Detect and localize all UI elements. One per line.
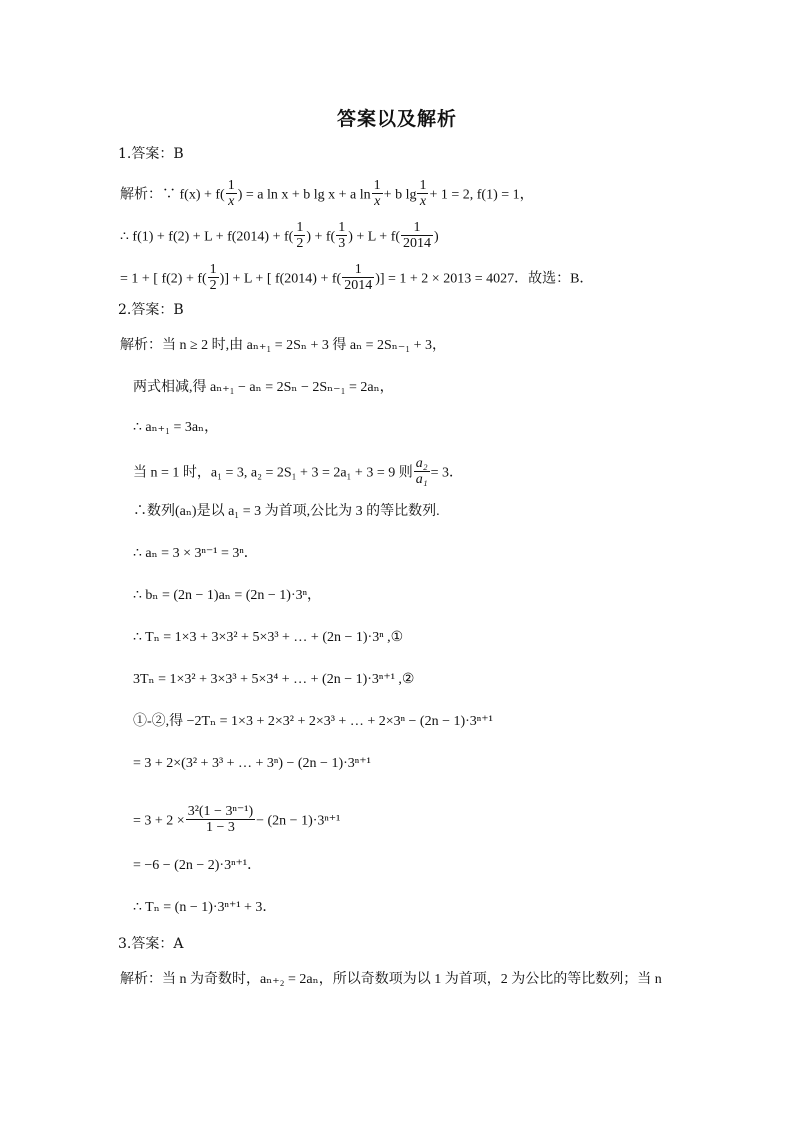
q1-l1-mid-1: ) = a ln x + b lg x + a ln — [237, 187, 371, 203]
q1-l3-fraction-1: $\frac{1}{2}$ — [209, 262, 217, 293]
q2-line: ∴ aₙ₊₁ = 3aₙ， — [133, 420, 219, 435]
q1-l1-fraction-3: $\frac{1}{x}$ — [419, 178, 427, 209]
q2-answer: 2.答案：B — [118, 302, 184, 318]
q2-line: = 3 + 2×(3² + 3³ + … + 3ⁿ) − (2n − 1)·3ⁿ⁺¹ — [133, 756, 371, 771]
page-title: 答案以及解析 — [336, 108, 457, 130]
q1-l1-suffix: + 1 = 2, f(1) = 1， — [429, 187, 534, 203]
q1-l2-fraction-1: $\frac{1}{2}$ — [296, 220, 304, 251]
q1-solution-line-3: = 1 + [ f(2) + f( $\frac{1}{2}$ )] + L + [ f(2014) + f( $\frac{1}{2014}$ )] = 1 + 2 × 2013 = 4027．故选：B． — [120, 262, 594, 293]
q2-ratio-fraction: $\frac{\text{a₂}}{\text{a₁}}$ — [415, 456, 428, 487]
q3-line: 解析：当 n 为奇数时，aₙ₊₂ = 2aₙ，所以奇数项为以 1 为首项，2 为公比的等比数列；当 n — [120, 972, 662, 987]
q1-solution-line-2: ∴ f(1) + f(2) + L + f(2014) + f( $\frac{1}{2}$ ) + f( $\frac{1}{3}$ ) + L + f( $\frac{1}{2014}$ ) — [120, 220, 439, 251]
q1-answer: 1.答案：B — [118, 146, 184, 162]
q1-l1-fraction-1: $\frac{1}{x}$ — [227, 178, 235, 209]
q1-l2-fraction-3: $\frac{1}{2014}$ — [403, 220, 432, 251]
q1-l1-fraction-2: $\frac{1}{x}$ — [373, 178, 381, 209]
q2-line: ∴ Tₙ = (n − 1)·3ⁿ⁺¹ + 3． — [133, 900, 277, 915]
q2-line: ∴ bₙ = (2n − 1)aₙ = (2n − 1)·3ⁿ， — [133, 588, 322, 603]
q1-l2-fraction-2: $\frac{1}{3}$ — [338, 220, 346, 251]
q2-line: ∴ aₙ = 3 × 3ⁿ⁻¹ = 3ⁿ． — [133, 546, 258, 561]
q2-line: 3Tₙ = 1×3² + 3×3³ + 5×3⁴ + … + (2n − 1)·3ⁿ⁺¹ ,② — [133, 672, 415, 687]
q2-line: = −6 − (2n − 2)·3ⁿ⁺¹． — [133, 858, 262, 873]
q2-line-n1: 当 n = 1 时，a₁ = 3, a₂ = 2S₁ + 3 = 2a₁ + 3 = 9 则 $\frac{\text{a₂}}{\text{a₁}}$ = 3． — [133, 456, 464, 487]
q2-line: ∴ Tₙ = 1×3 + 3×3² + 5×3³ + … + (2n − 1)·3ⁿ ,① — [133, 630, 404, 645]
q2-line: ①-②,得 −2Tₙ = 1×3 + 2×3² + 2×3³ + … + 2×3ⁿ − (2n − 1)·3ⁿ⁺¹ — [133, 714, 493, 729]
q1-solution-line-1 — [120, 180, 534, 211]
q1-l1-prefix: 解析：∵ f(x) + f( — [120, 187, 225, 203]
q2-line-sum: = 3 + 2 × $\frac{\text{3²(1 − 3ⁿ⁻¹)}}{1 - 3}$ − (2n − 1)·3ⁿ⁺¹ — [133, 804, 341, 835]
q1-l1-mid-2: + b lg — [383, 187, 417, 203]
q2-sum-fraction: $\frac{\text{3²(1 − 3ⁿ⁻¹)}}{1 - 3}$ — [187, 804, 254, 835]
q2-line: ∴数列(aₙ)是以 a₁ = 3 为首项,公比为 3 的等比数列. — [133, 504, 440, 519]
q2-line: 解析：当 n ≥ 2 时,由 aₙ₊₁ = 2Sₙ + 3 得 aₙ = 2Sₙ₋₁ + 3， — [120, 338, 447, 353]
q1-l3-fraction-2: $\frac{1}{2014}$ — [344, 262, 373, 293]
q3-answer: 3.答案：A — [118, 936, 184, 952]
q2-line: 两式相减,得 aₙ₊₁ − aₙ = 2Sₙ − 2Sₙ₋₁ = 2aₙ， — [133, 380, 394, 395]
